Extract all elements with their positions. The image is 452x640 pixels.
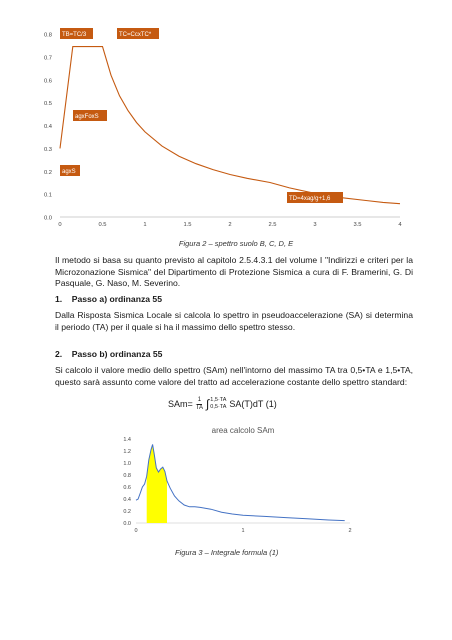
label-td: TD=4xag/g+1,6 xyxy=(289,196,331,202)
y-tick-label: 0.1 xyxy=(43,192,52,199)
y-tick-label: 0.8 xyxy=(123,473,131,480)
formula-rhs: SA(T)dT (1) xyxy=(229,399,277,409)
label-tc: TC=CcxTC* xyxy=(119,32,152,38)
formula-integral: ∫ xyxy=(206,397,210,411)
y-tick-label: 0.2 xyxy=(43,169,52,176)
paragraph-method: Il metodo si basa su quanto previsto al capitolo 2.5.4.3.1 del volume I "Indirizzi e criteri per la Microzonazione Sismica" del Dipartimento di Protezione Sismica a cura di F. Bramerini, G. Di Pasquale, G. Naso, M. Severino. xyxy=(55,255,413,289)
y-tick-label: 0.3 xyxy=(43,146,52,153)
sam-area-chart xyxy=(110,423,370,545)
y-tick-label: 1.0 xyxy=(123,461,131,468)
y-tick-label: 0.7 xyxy=(43,55,52,62)
y-tick-label: 0.0 xyxy=(43,215,52,222)
label-start: agxS xyxy=(62,169,76,175)
y-tick-label: 0.0 xyxy=(123,521,131,528)
y-tick-label: 0.4 xyxy=(43,124,52,130)
figure-3-caption: Figura 3 – Integrale formula (1) xyxy=(175,548,279,557)
x-tick-label: 2 xyxy=(348,528,352,534)
x-tick-label: 1 xyxy=(241,528,245,534)
x-tick-label: 2 xyxy=(228,222,232,228)
spectrum-chart xyxy=(0,0,452,232)
x-tick-label: 3 xyxy=(313,222,317,228)
y-tick-label: 0.2 xyxy=(123,509,131,516)
y-tick-label: 0.5 xyxy=(43,101,52,108)
y-tick-label: 0.6 xyxy=(123,485,131,492)
figure-2-caption: Figura 2 – spettro suolo B, C, D, E xyxy=(178,239,294,248)
paragraph-step-b: Si calcolo il valore medio dello spettro (SAm) nell'intorno del massimo TA tra 0,5•TA e 1,5•TA, questo sarà assunto come valore del tratto ad accelerazione costante dello spettro standard: xyxy=(55,365,413,387)
formula-numerator: 1 xyxy=(197,396,202,403)
formula-limits xyxy=(210,397,226,411)
paragraph-step-a: Dalla Risposta Sismica Locale si calcola lo spettro in pseudoaccelerazione (SA) si determina il periodo (TA) per il quale si ha il massimo dello spettro stesso. xyxy=(55,310,413,332)
label-tb: TB=TC/3 xyxy=(62,32,87,38)
sa-curve xyxy=(136,444,345,520)
formula-fraction xyxy=(196,397,203,412)
x-tick-label: 0 xyxy=(58,222,62,228)
x-tick-label: 0.5 xyxy=(98,222,107,228)
x-tick-label: 1.5 xyxy=(183,222,192,228)
y-tick-label: 1.2 xyxy=(123,449,131,456)
formula-upper-limit: 1,5·TA xyxy=(210,397,227,403)
y-tick-label: 0.6 xyxy=(43,78,52,85)
y-tick-label: 1.4 xyxy=(123,437,131,444)
y-tick-label: 0.4 xyxy=(123,497,131,504)
formula-lower-limit: 0,5·TA xyxy=(210,404,227,410)
formula-sam xyxy=(168,393,277,415)
y-tick-label: 0.8 xyxy=(43,32,52,39)
x-tick-label: 1 xyxy=(143,222,147,228)
spectrum-curve xyxy=(60,47,400,204)
x-tick-label: 2.5 xyxy=(268,222,277,228)
formula-denominator: TA xyxy=(195,404,203,411)
x-tick-label: 3.5 xyxy=(353,222,362,228)
x-tick-label: 0 xyxy=(134,528,138,534)
x-tick-label: 4 xyxy=(398,222,402,228)
label-peak: agxFoxS xyxy=(75,114,99,120)
heading-step-a: 1. Passo a) ordinanza 55 xyxy=(55,294,162,304)
formula-lhs: SAm= xyxy=(168,399,193,409)
chart-title: area calcolo SAm xyxy=(211,426,275,435)
heading-step-b: 2. Passo b) ordinanza 55 xyxy=(55,349,163,359)
